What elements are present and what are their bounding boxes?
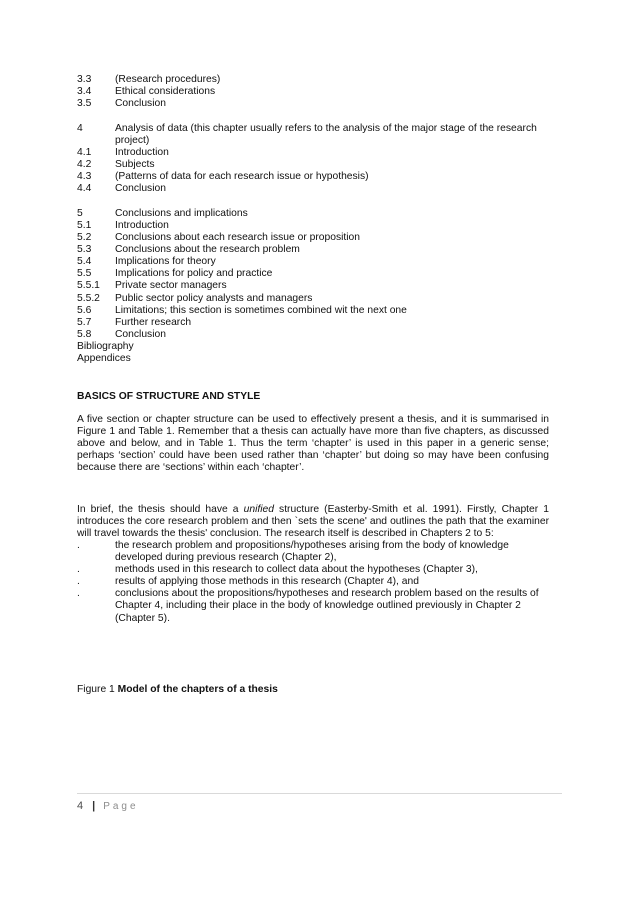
toc-entry-title: Conclusions about each research issue or proposition [115,232,360,244]
footer-divider [77,793,562,794]
bullet-item [77,588,549,624]
toc-entry-title: Limitations; this section is sometimes combined wit the next one [115,304,407,316]
toc-entry-number: 5.6 [77,304,92,316]
toc-entry-title: Conclusions and implications [115,207,248,219]
bullet-mark: . [77,588,80,600]
toc-group-chapter-4 [77,123,547,196]
bullet-item [77,540,549,564]
toc-entry [77,329,547,341]
toc-entry-title: Conclusion [115,183,166,195]
toc-entry [77,183,547,195]
toc-entry-number: 5.1 [77,219,92,231]
toc-entry-title: Implications for theory [115,256,216,268]
toc-group-chapter-5 [77,208,547,341]
bullet-text: conclusions about the propositions/hypotheses and research problem based on the results of Chapter 4, including their place in the body of knowledge outlined previously in Chapter 2 (Chapter 5). [115,588,539,624]
bullet-mark: . [77,576,80,588]
toc-entry-title: Public sector policy analysts and managers [115,292,313,304]
toc-entry [77,98,547,110]
toc-entry-number: 3.5 [77,98,92,110]
toc-entry [77,171,547,183]
toc-entry [77,147,547,159]
toc-entry-number: 5.5.2 [77,292,100,304]
toc-entry-number: 5.7 [77,316,92,328]
toc-entry [77,317,547,329]
toc-entry-number: 4 [77,122,83,134]
toc-entry-number: 5.5.1 [77,280,100,292]
figure-title: Model of the chapters of a thesis [117,684,278,695]
section-heading: BASICS OF STRUCTURE AND STYLE [77,391,261,402]
toc-group-chapter-3 [77,74,547,110]
emphasis-unified: unified [243,504,274,515]
toc-entry-title: Conclusions about the research problem [115,244,300,256]
toc-entry-number: 5 [77,207,83,219]
toc-appendices: Appendices [77,352,131,364]
toc-entry-title: Private sector managers [115,280,227,292]
toc-entry [77,220,547,232]
toc-entry-number: 5.3 [77,244,92,256]
page-label: Page [103,800,139,812]
footer-separator: | [92,800,96,812]
toc-entry-number: 4.3 [77,171,92,183]
figure-caption: Figure 1 Model of the chapters of a thesis [77,684,278,695]
toc-entry-number: 3.4 [77,86,92,98]
toc-bibliography: Bibliography [77,340,134,352]
bullet-item [77,576,549,588]
toc-entry [77,244,547,256]
toc-entry [77,232,547,244]
bullet-text: the research problem and propositions/hypotheses arising from the body of knowledge developed during previous research (Chapter 2), [115,540,509,564]
toc-entry [77,74,547,86]
bullet-item [77,564,549,576]
toc-entry [77,293,547,305]
toc-entry-title: Subjects [115,159,155,171]
toc-entry-title: Further research [115,316,192,328]
toc-entry-number: 5.8 [77,328,92,340]
toc-entry-title: Ethical considerations [115,86,216,98]
page-number: 4 [77,800,84,812]
toc-entry-title: Introduction [115,219,169,231]
toc-entry-title: Conclusion [115,98,166,110]
toc-entry [77,256,547,268]
toc-entry [77,159,547,171]
paragraph-structure-intro: A five section or chapter structure can be used to effectively present a thesis, and it is summarised in Figure 1 and Table 1. Remember that a thesis can actually have more than five chapters, as discussed above and below, and in Table 1. Thus the term ‘chapter’ is used in this paper in a generic sense; perhaps ‘section’ could have been used rather than ‘chapter’ but doing so may have been confusing because there are ‘sections’ within each ‘chapter’. [77,414,549,474]
bullet-mark: . [77,564,80,576]
toc-entry [77,86,547,98]
toc-entry-title: (Patterns of data for each research issue or hypothesis) [115,171,369,183]
toc-entry-number: 5.4 [77,256,92,268]
toc-entry-title: Conclusion [115,328,166,340]
page-footer [77,800,139,812]
toc-entry [77,208,547,220]
toc-entry-number: 5.2 [77,232,92,244]
toc-entry-number: 5.5 [77,268,92,280]
bullet-mark: . [77,540,80,551]
toc-entry [77,268,547,280]
toc-entry-title: Implications for policy and practice [115,268,273,280]
toc-entry-title: (Research procedures) [115,74,221,85]
toc-entry-number: 4.1 [77,146,92,158]
paragraph-unified-structure: In brief, the thesis should have a unified structure (Easterby-Smith et al. 1991). Firstly, Chapter 1 introduces the core research problem and then `sets the scene' and outlines the path that the examiner will travel towards the thesis' conclusion. The research itself is described in Chapters 2 to 5: [77,504,549,540]
toc-entry [77,123,547,147]
toc-entry-number: 4.4 [77,183,92,195]
table-of-contents [77,74,547,365]
toc-entry-title: Analysis of data (this chapter usually refers to the analysis of the major stage of the research project) [115,122,537,146]
bullet-text: results of applying those methods in this research (Chapter 4), and [115,576,419,588]
toc-entry-number: 4.2 [77,159,92,171]
chapter-bullet-list [77,540,549,625]
toc-entry [77,280,547,292]
toc-entry-number: 3.3 [77,74,92,85]
bullet-text: methods used in this research to collect data about the hypotheses (Chapter 3), [115,564,478,576]
toc-entry-title: Introduction [115,146,169,158]
toc-entry [77,305,547,317]
